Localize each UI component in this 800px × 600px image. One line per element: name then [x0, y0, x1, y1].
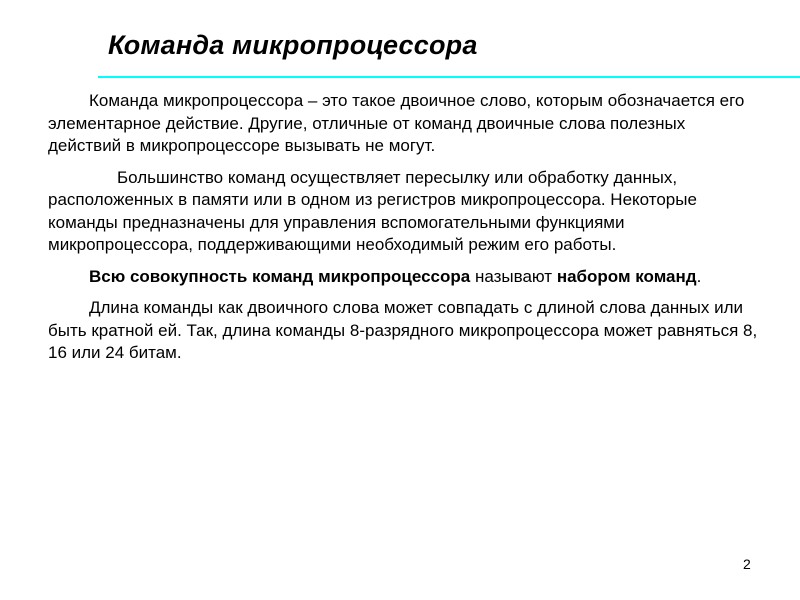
paragraph-length — [48, 297, 760, 365]
page-number: 2 — [743, 556, 751, 572]
paragraph-functions — [48, 167, 760, 257]
slide-body — [48, 90, 760, 374]
paragraph-instruction-set — [48, 266, 760, 289]
paragraph-definition-text: Команда микропроцессора – это такое двоичное слово, которым обозначается его элементарное действие. Другие, отличные от команд двоичные слова полезных действий в микропроцессоре вызывать не могут. — [48, 91, 745, 155]
bold-term-text: набором команд — [556, 266, 697, 286]
paragraph-functions-text: Большинство команд осуществляет пересылку или обработку данных, расположенных в памяти или в одном из регистров микропроцессора. Некоторые команды предназначены для управления вспомогательными функциями микропроцессора, поддерживающими необходимый режим его работы. — [48, 167, 697, 254]
middle-text: называют — [470, 266, 557, 286]
paragraph-length-text: Длина команды как двоичного слова может совпадать с длиной слова данных или быть кратной ей. Так, длина команды 8-разрядного микропроцессора может равняться 8, 16 или 24 битам. — [48, 298, 758, 362]
slide-title: Команда микропроцессора — [108, 30, 478, 60]
end-text: . — [696, 266, 702, 286]
bold-lead-text: Всю совокупность команд микропроцессора — [89, 266, 471, 286]
title-underline — [98, 76, 800, 78]
paragraph-definition — [48, 90, 760, 158]
